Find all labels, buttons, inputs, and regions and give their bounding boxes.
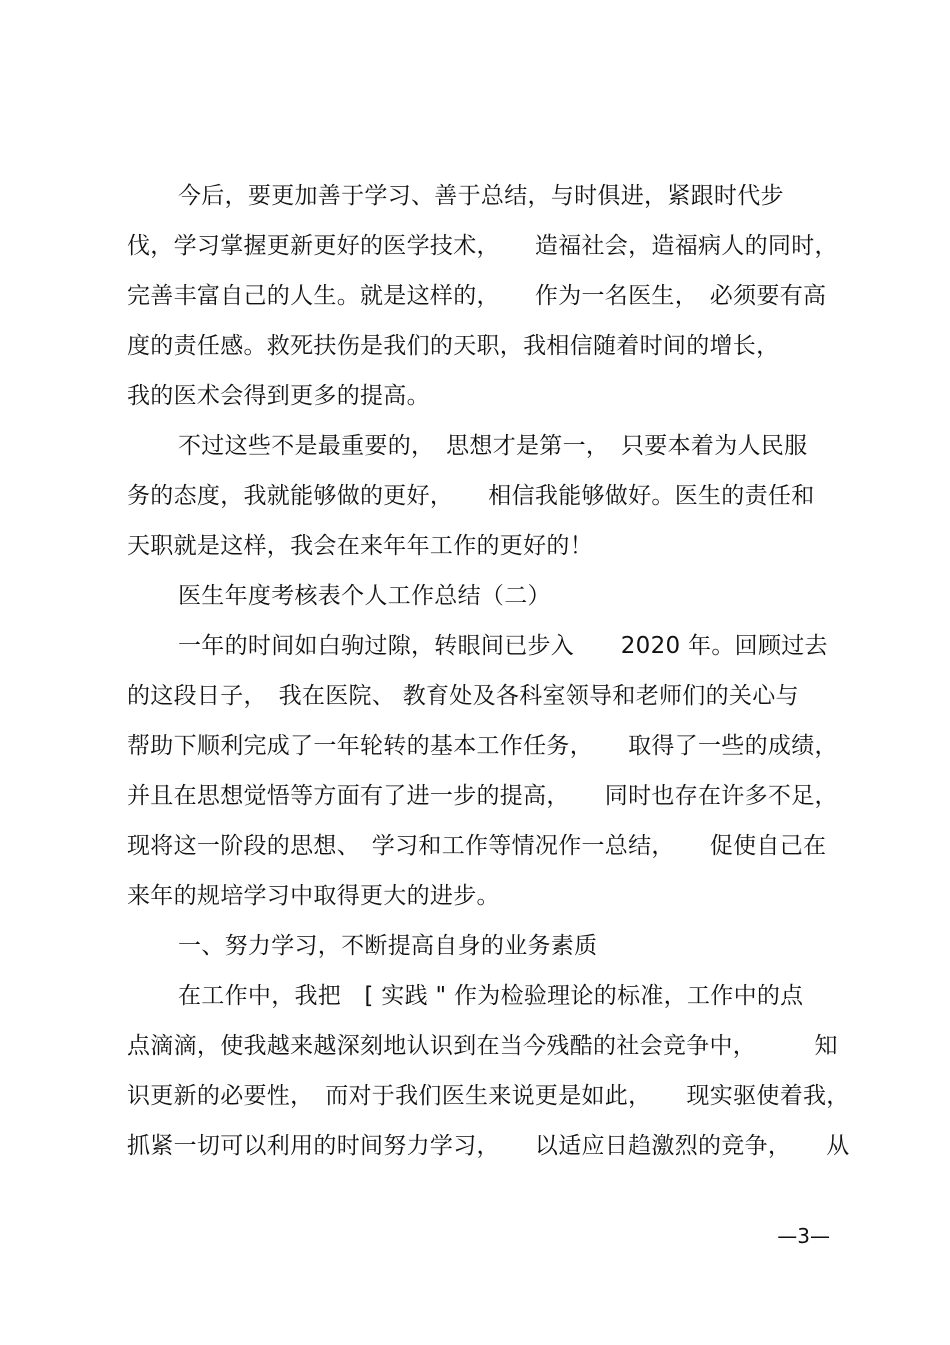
paragraph-line: 务的态度，我就能够做的更好， 相信我能够做好。医生的责任和	[127, 483, 815, 509]
paragraph-line: 一年的时间如白驹过隙，转眼间已步入 2020 年。回顾过去	[178, 633, 828, 659]
paragraph-line: 天职就是这样，我会在来年年工作的更好的！	[127, 533, 593, 559]
paragraph-line: 帮助下顺利完成了一年轮转的基本工作任务， 取得了一些的成绩，	[127, 733, 838, 759]
paragraph-line: 伐，学习掌握更新更好的医学技术， 造福社会，造福病人的同时，	[127, 233, 838, 259]
paragraph-line: 不过这些不是最重要的， 思想才是第一， 只要本着为人民服	[178, 433, 808, 459]
section-heading: 医生年度考核表个人工作总结（二）	[178, 583, 551, 609]
paragraph-line: 识更新的必要性， 而对于我们医生来说更是如此， 现实驱使着我，	[127, 1083, 850, 1109]
paragraph-line: 来年的规培学习中取得更大的进步。	[127, 883, 500, 909]
paragraph-line: 完善丰富自己的人生。就是这样的， 作为一名医生， 必须要有高	[127, 283, 827, 309]
paragraph-line: 今后，要更加善于学习、善于总结，与时俱进，紧跟时代步	[178, 183, 784, 209]
paragraph-line: 并且在思想觉悟等方面有了进一步的提高， 同时也存在许多不足，	[127, 783, 838, 809]
paragraph-line: 我的医术会得到更多的提高。	[127, 383, 430, 409]
page-number: —3—	[777, 1224, 830, 1248]
paragraph-line: 的这段日子， 我在医院、 教育处及各科室领导和老师们的关心与	[127, 683, 799, 709]
subsection-heading: 一、努力学习，不断提高自身的业务素质	[178, 933, 598, 959]
paragraph-line: 度的责任感。救死扶伤是我们的天职，我相信随着时间的增长，	[127, 333, 780, 359]
paragraph-line: 现将这一阶段的思想、 学习和工作等情况作一总结， 促使自己在	[127, 833, 827, 859]
paragraph-line: 点滴滴，使我越来越深刻地认识到在当今残酷的社会竞争中， 知	[127, 1033, 838, 1059]
paragraph-line: 在工作中，我把 [ 实践 " 作为检验理论的标准，工作中的点	[178, 983, 804, 1009]
paragraph-line: 抓紧一切可以利用的时间努力学习， 以适应日趋激烈的竞争， 从	[127, 1133, 850, 1159]
